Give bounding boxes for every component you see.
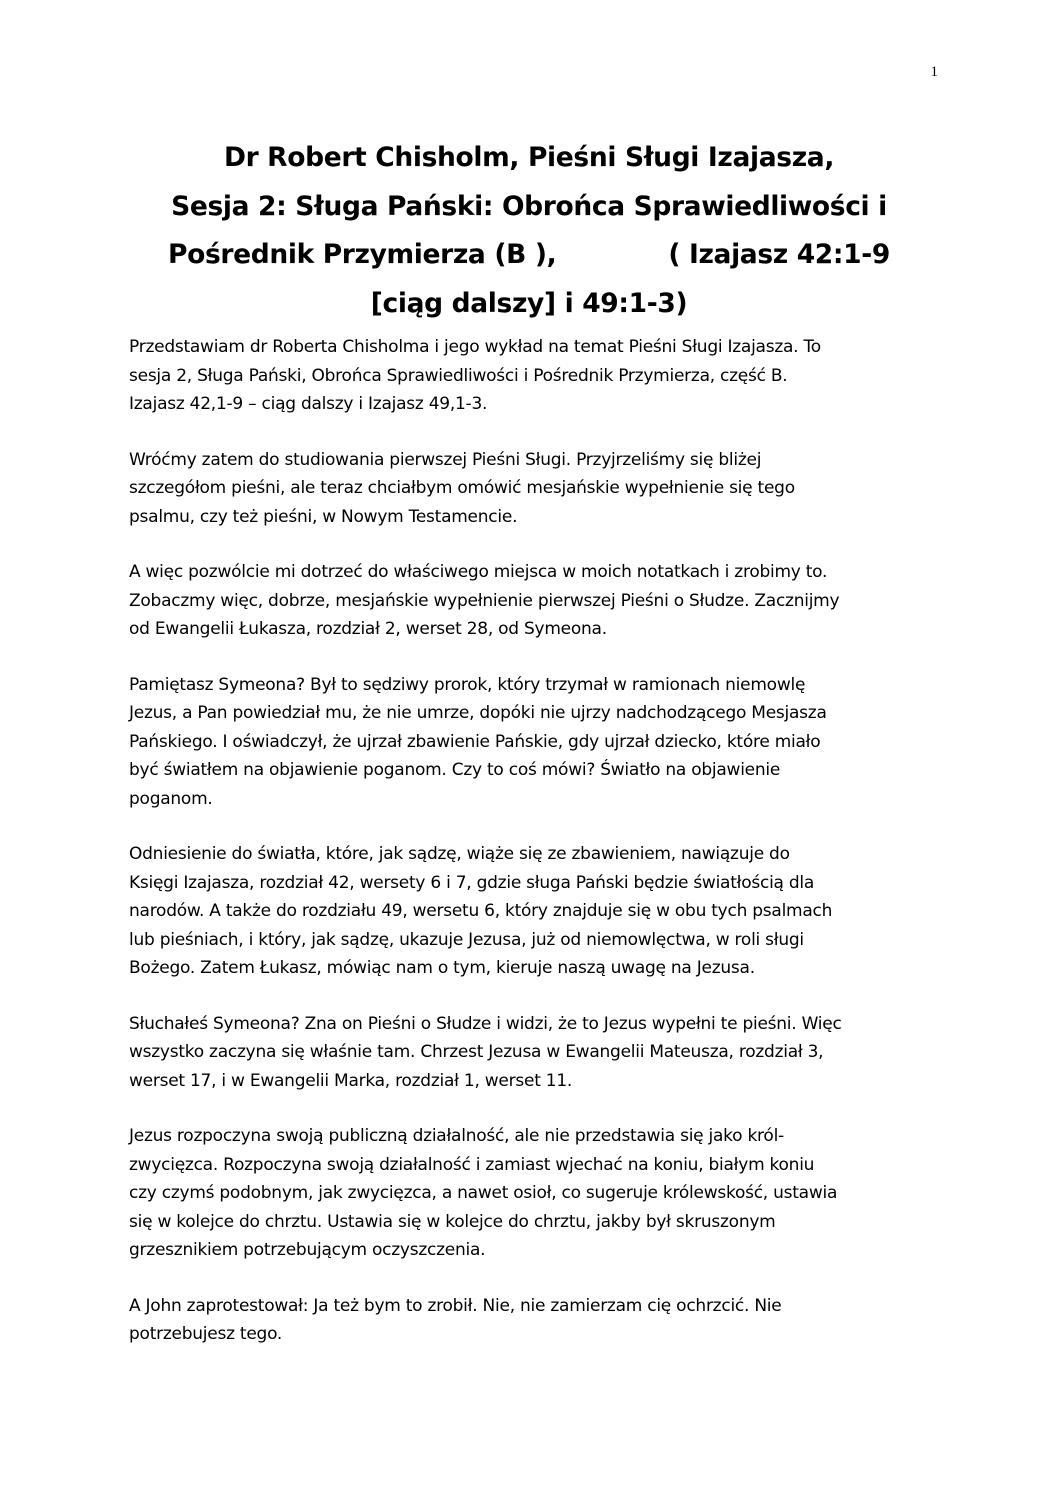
paragraph-line: werset 17, i w Ewangelii Marka, rozdział 1, werset 11. xyxy=(129,1070,573,1091)
title-line-3-left: Pośrednik Przymierza (B ), xyxy=(168,239,557,270)
paragraph-line: szczegółom pieśni, ale teraz chciałbym omówić mesjańskie wypełnienie się tego xyxy=(129,478,795,498)
document-body xyxy=(129,333,949,1376)
paragraph-line: grzesznikiem potrzebującym oczyszczenia. xyxy=(129,1240,486,1260)
paragraph-line: Wróćmy zatem do studiowania pierwszej Pieśni Sługi. Przyjrzeliśmy się bliżej xyxy=(129,449,762,470)
paragraph-line: zwycięzca. Rozpoczyna swoją działalność i zamiast wjechać na koniu, białym koniu xyxy=(129,1154,815,1175)
document-title xyxy=(120,134,938,328)
paragraph-line: od Ewangelii Łukasza, rozdział 2, werset 28, od Symeona. xyxy=(129,619,607,639)
paragraph-line: poganom. xyxy=(129,788,213,809)
paragraph-line: Jezus rozpoczyna swoją publiczną działalność, ale nie przedstawia się jako król- xyxy=(129,1126,784,1146)
paragraph-line: Izajasz 42,1-9 – ciąg dalszy i Izajasz 49,1-3. xyxy=(129,394,488,414)
paragraph-line: A John zaprotestował: Ja też bym to zrobił. Nie, nie zamierzam cię ochrzcić. Nie xyxy=(129,1295,782,1316)
paragraph-line: narodów. A także do rozdziału 49, wersetu 6, który znajduje się w obu tych psalmach xyxy=(129,901,833,921)
paragraph-line: sesja 2, Sługa Pański, Obrońca Sprawiedliwości i Pośrednik Przymierza, część B. xyxy=(129,365,788,386)
paragraph-line: A więc pozwólcie mi dotrzeć do właściwego miejsca w moich notatkach i zrobimy to. xyxy=(129,562,828,582)
paragraph xyxy=(129,558,949,644)
title-line-3 xyxy=(120,231,938,280)
paragraph-line: Słuchałeś Symeona? Zna on Pieśni o Słudze i widzi, że to Jezus wypełni te pieśni. Więc xyxy=(129,1013,842,1034)
title-line-4: [ciąg dalszy] i 49:1-3) xyxy=(370,287,688,319)
paragraph-line: psalmu, czy też pieśni, w Nowym Testamencie. xyxy=(129,506,518,527)
paragraph xyxy=(129,446,949,532)
paragraph-line: lub pieśniach, i który, jak sądzę, ukazuje Jezusa, już od niemowlęctwa, w roli sługi xyxy=(129,929,804,950)
title-line-3-right: ( Izajasz 42:1-9 xyxy=(668,239,890,270)
paragraph-line: Zobaczmy więc, dobrze, mesjańskie wypełnienie pierwszej Pieśni o Słudze. Zacznijmy xyxy=(129,590,840,611)
paragraph-line: Jezus, a Pan powiedział mu, że nie umrze, dopóki nie ujrzy nadchodzącego Mesjasza xyxy=(129,703,827,723)
paragraph xyxy=(129,1010,949,1096)
paragraph-line: wszystko zaczyna się właśnie tam. Chrzest Jezusa w Ewangelii Mateusza, rozdział 3, xyxy=(129,1042,824,1062)
paragraph-line: czy czymś podobnym, jak zwycięzca, a nawet osioł, co sugeruje królewskość, ustawia xyxy=(129,1183,838,1203)
title-line-1: Dr Robert Chisholm, Pieśni Sługi Izajasza, xyxy=(223,142,835,173)
paragraph xyxy=(129,671,949,814)
paragraph-line: Odniesienie do światła, które, jak sądzę, wiąże się ze zbawieniem, nawiązuje do xyxy=(129,844,790,864)
title-line-2: Sesja 2: Sługa Pański: Obrońca Sprawiedliwości i xyxy=(171,190,887,222)
paragraph xyxy=(129,1292,949,1349)
paragraph-line: Pamiętasz Symeona? Był to sędziwy prorok, który trzymał w ramionach niemowlę xyxy=(129,674,806,695)
paragraph xyxy=(129,1122,949,1265)
page-number: 1 xyxy=(930,64,938,80)
paragraph-line: Księgi Izajasza, rozdział 42, wersety 6 i 7, gdzie sługa Pański będzie światłością dla xyxy=(129,872,815,893)
paragraph-line: Bożego. Zatem Łukasz, mówiąc nam o tym, kieruje naszą uwagę na Jezusa. xyxy=(129,958,755,978)
paragraph-line: potrzebujesz tego. xyxy=(129,1324,283,1344)
paragraph-line: być światłem na objawienie poganom. Czy to coś mówi? Światło na objawienie xyxy=(129,760,781,780)
paragraph-line: Przedstawiam dr Roberta Chisholma i jego wykład na temat Pieśni Sługi Izajasza. To xyxy=(129,337,821,357)
paragraph-line: Pańskiego. I oświadczył, że ujrzał zbawienie Pańskie, gdy ujrzał dziecko, które miało xyxy=(129,731,821,752)
paragraph-intro xyxy=(129,333,949,419)
paragraph xyxy=(129,840,949,983)
paragraph-line: się w kolejce do chrztu. Ustawia się w kolejce do chrztu, jakby był skruszonym xyxy=(129,1211,776,1232)
